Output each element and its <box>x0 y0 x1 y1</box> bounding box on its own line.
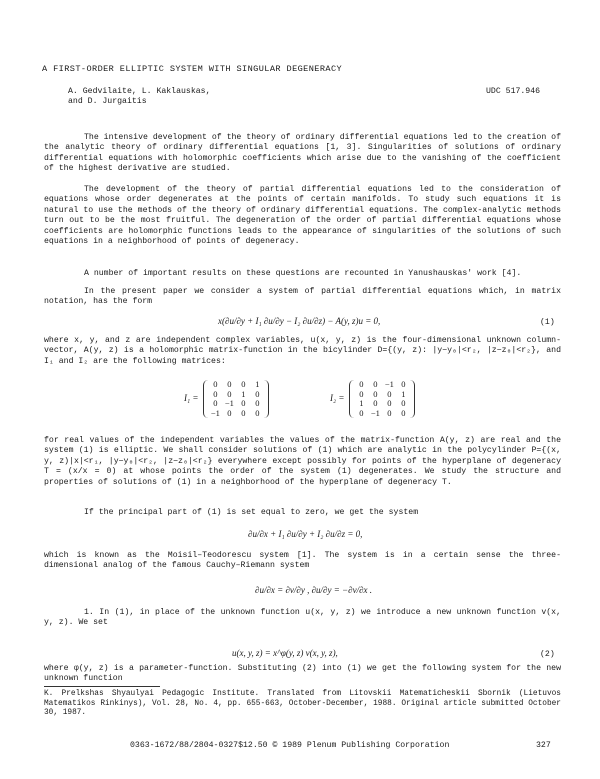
equation-2: ∂u/∂x + I₁ ∂u/∂y + I₂ ∂u/∂z = 0, <box>248 529 363 539</box>
matrix-I2-cell: 1 <box>359 398 364 408</box>
matrix-I1-cell: 0 <box>241 379 246 389</box>
matrix-I2-cell: −1 <box>370 407 380 418</box>
matrix-I2-row <box>354 409 410 419</box>
matrix-I1-cell: 0 <box>213 398 218 408</box>
matrix-I1-cell: 0 <box>213 388 218 399</box>
matrix-I2-cell: 0 <box>359 407 364 418</box>
matrix-I1-cell: 0 <box>213 379 218 389</box>
matrix-I1-cell: 0 <box>255 388 260 399</box>
footnote: K. Prelkshas Shyaulyai Pedagogic Institute. Translated from Litovskii Matematicheskii Sbornik (Lietuvos Matematikos Rinkinys), Vol. 28, No. 4, pp. 655-663, October-December, 1988. Original article submitted October 30, 1987. <box>44 690 561 718</box>
footnote-rule <box>44 686 160 687</box>
matrix-I2-label: I₂ = <box>330 393 345 404</box>
paragraph-2: The development of the theory of partial differential equations led to the consideration of equations whose order degenerates at the points of certain manifolds. To study such equations it is natural to use the methods of the theory of ordinary differential equations. The complex-analytic methods turn out to be the most fruitful. The degeneration of the order of partial differential equations whose coefficients are holomorphic functions leads to the appearance of singularities of the solutions of such equations in a neighborhood of points of degeneracy. <box>44 185 561 247</box>
authors <box>68 87 368 108</box>
paragraph-9: 1. In (1), in place of the unknown function u(x, y, z) we introduce a new unknown function v(x, y, z). We set <box>44 608 561 628</box>
paragraph-10: where φ(y, z) is a parameter-function. Substituting (2) into (1) we get the following system for the new unknown function <box>44 664 561 684</box>
matrix-I1-cell: 0 <box>227 379 232 389</box>
equation-4: u(x, y, z) = x^φ(y, z) v(x, y, z), <box>232 648 338 658</box>
matrix-I1-cell: 0 <box>241 407 246 418</box>
authors-line-2: and D. Jurgaitis <box>68 97 147 107</box>
copyright-line: 0363-1672/88/2804-0327$12.50 © 1989 Plenum Publishing Corporation <box>130 741 450 750</box>
paper-title: A FIRST-ORDER ELLIPTIC SYSTEM WITH SINGULAR DEGENERACY <box>42 64 343 74</box>
equation-1: x(∂u/∂y + I₁ ∂u/∂y − I₂ ∂u/∂z) − A(y, z)u = 0, <box>218 316 381 326</box>
matrix-I1-cell: 0 <box>241 398 246 408</box>
equation-4-number: (2) <box>540 650 555 659</box>
matrix-I1-table <box>208 380 264 418</box>
matrix-I1-cell: 1 <box>241 388 246 399</box>
matrix-I1-row <box>208 409 264 419</box>
authors-line-1: A. Gedvilaite, L. Kaklauskas, <box>68 87 211 96</box>
matrix-I2-cell: 0 <box>373 388 378 399</box>
equation-1-number: (1) <box>540 318 555 327</box>
matrix-I2-cell: 0 <box>373 398 378 408</box>
matrix-I2 <box>330 380 415 418</box>
paragraph-7: If the principal part of (1) is set equal to zero, we get the system <box>84 508 419 517</box>
matrix-I2-cell: 0 <box>401 407 406 418</box>
matrix-I1-cell: 0 <box>227 407 232 418</box>
equation-3: ∂u/∂x = ∂v/∂y , ∂u/∂y = −∂v/∂x . <box>255 585 373 595</box>
matrix-I2-cell: 1 <box>401 388 406 399</box>
matrix-I2-cell: 0 <box>373 379 378 389</box>
matrix-I2-table <box>354 380 410 418</box>
paragraph-8: which is known as the Moisil–Teodorescu system [1]. The system is in a certain sense the three-dimensional analog of the famous Cauchy–Riemann system <box>44 551 561 571</box>
matrix-I2-cell: 0 <box>359 388 364 399</box>
matrix-I2-cell: 0 <box>387 388 392 399</box>
matrix-I1-cell: 0 <box>227 388 232 399</box>
matrix-I1-cell: −1 <box>224 398 234 408</box>
page-number: 327 <box>536 741 551 750</box>
udc-code: UDC 517.946 <box>486 87 541 96</box>
matrix-I2-cell: −1 <box>384 379 394 389</box>
matrix-I2-cell: 0 <box>387 398 392 408</box>
matrix-I2-cell: 0 <box>401 379 406 389</box>
matrix-I1-cell: 1 <box>255 379 260 389</box>
matrix-I1-cell: 0 <box>255 407 260 418</box>
matrix-I1-label: I₁ = <box>184 393 199 404</box>
matrix-I2-cell: 0 <box>401 398 406 408</box>
paragraph-6: for real values of the independent variables the values of the matrix-function A(y, z) are real and the system (1) is elliptic. We shall consider solutions of (1) which are analytic in the polycylinder P={(x, y, z)|x|<r₁, |y−y₀|<r₂, |z−z₀|<r₂} everywhere except possibly for points of the hyperplane of degeneracy T = (x/x = 0) at whose points the order of the system (1) degenerates. We study the structure and properties of solutions of (1) in a neighborhood of the hyperplane of degeneracy T. <box>44 436 561 487</box>
paragraph-4: In the present paper we consider a system of partial differential equations which, in matrix notation, has the form <box>44 287 561 307</box>
paragraph-5: where x, y, and z are independent complex variables, u(x, y, z) is the four-dimensional unknown column-vector, A(y, z) is a holomorphic matrix-function in the bicylinder D={(y, z): |y−y₀|<r₂, |z−z₀|<r₂}, and I₁ and I₂ are the following matrices: <box>44 336 561 366</box>
matrix-I1-cell: 0 <box>255 398 260 408</box>
matrix-I2-cell: 0 <box>359 379 364 389</box>
paragraph-3: A number of important results on these questions are recounted in Yanushauskas' work [4]. <box>84 269 522 278</box>
matrix-I2-cell: 0 <box>387 407 392 418</box>
matrix-I1 <box>184 380 269 418</box>
matrix-I1-cell: −1 <box>210 407 220 418</box>
paragraph-1: The intensive development of the theory of ordinary differential equations led to the creation of the analytic theory of ordinary differential equations [1, 3]. Singularities of solutions of ordinary differential equations with holomorphic coefficients which arise due to the vanishing of the coefficient of the highest derivative are studied. <box>44 133 561 174</box>
